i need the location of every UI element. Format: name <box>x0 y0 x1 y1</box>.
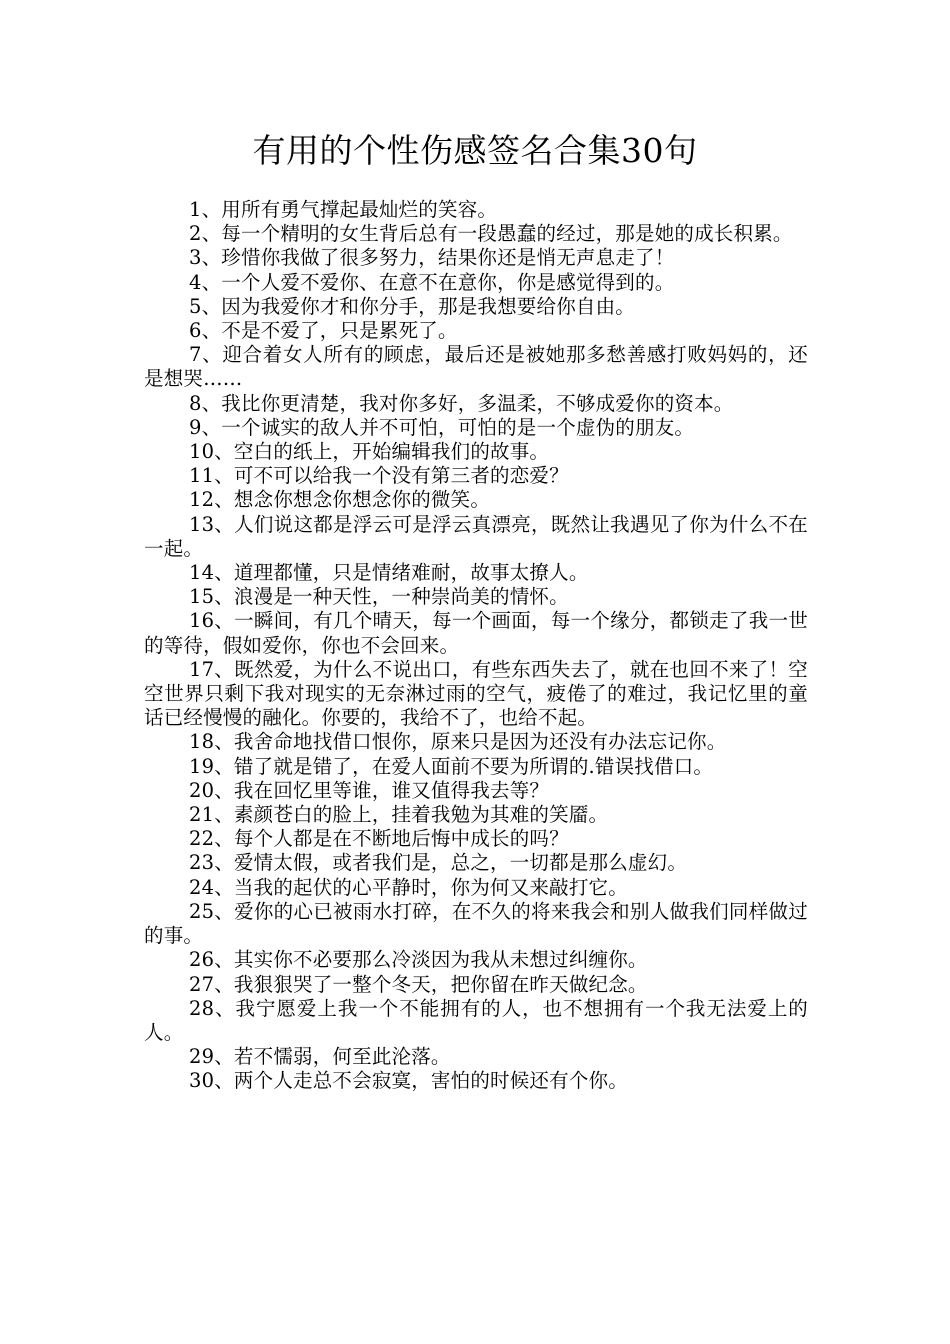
list-item: 25、爱你的心已被雨水打碎，在不久的将来我会和别人做我们同样做过的事。 <box>144 899 808 948</box>
list-item: 22、每个人都是在不断地后悔中成长的吗？ <box>189 827 569 851</box>
list-item: 29、若不懦弱，何至此沦落。 <box>189 1045 451 1069</box>
list-item: 17、既然爱，为什么不说出口，有些东西失去了，就在也回不来了！空空世界只剩下我对现实的无奈淋过雨的空气，疲倦了的难过，我记忆里的童话已经慢慢的融化。你要的，我给不了，也给不起。 <box>144 657 808 730</box>
list-item: 28、我宁愿爱上我一个不能拥有的人，也不想拥有一个我无法爱上的人。 <box>144 996 808 1044</box>
list-item: 19、错了就是错了，在爱人面前不要为所谓的.错误找借口。 <box>189 754 714 778</box>
list-item: 27、我狠狠哭了一整个冬天，把你留在昨天做纪念。 <box>189 972 648 996</box>
list-item: 13、人们说这都是浮云可是浮云真漂亮，既然让我遇见了你为什么不在一起。 <box>144 512 808 560</box>
list-item: 4、一个人爱不爱你、在意不在意你，你是感觉得到的。 <box>189 270 675 294</box>
document-title: 有用的个性伤感签名合集30句 <box>252 131 698 170</box>
list-item: 1、用所有勇气撑起最灿烂的笑容。 <box>189 198 498 221</box>
list-item: 11、可不可以给我一个没有第三者的恋爱？ <box>189 464 569 488</box>
list-item: 24、当我的起伏的心平静时，你为何又来敲打它。 <box>189 875 628 899</box>
list-item: 7、迎合着女人所有的顾虑，最后还是被她那多愁善感打败妈妈的，还是想哭…… <box>144 343 808 391</box>
list-item: 21、素颜苍白的脸上，挂着我勉为其难的笑靥。 <box>189 803 609 827</box>
list-item: 30、两个人走总不会寂寞，害怕的时候还有个你。 <box>189 1069 628 1093</box>
list-item: 16、一瞬间，有几个晴天，每一个画面，每一个缘分，都锁走了我一世的等待，假如爱你，你也不会回来。 <box>144 609 808 657</box>
list-item: 18、我舍命地找借口恨你，原来只是因为还没有办法忘记你。 <box>189 730 727 754</box>
list-item: 6、不是不爱了，只是累死了。 <box>189 319 458 343</box>
list-item: 15、浪漫是一种天性，一种崇尚美的情怀。 <box>189 585 569 609</box>
list-item: 8、我比你更清楚，我对你多好，多温柔，不够成爱你的资本。 <box>189 391 734 415</box>
list-item: 26、其实你不必要那么冷淡因为我从未想过纠缠你。 <box>189 948 648 972</box>
list-item: 5、因为我爱你才和你分手，那是我想要给你自由。 <box>189 294 636 318</box>
list-item: 3、珍惜你我做了很多努力，结果你还是悄无声息走了！ <box>189 246 675 270</box>
list-item: 14、道理都懂，只是情绪难耐，故事太撩人。 <box>189 561 589 585</box>
list-item: 20、我在回忆里等谁，谁又值得我去等？ <box>189 778 550 802</box>
list-item: 23、爱情太假，或者我们是，总之，一切都是那么虚幻。 <box>189 851 688 875</box>
list-item: 9、一个诚实的敌人并不可怕，可怕的是一个虚伪的朋友。 <box>189 415 695 439</box>
list-item: 10、空白的纸上，开始编辑我们的故事。 <box>189 440 550 464</box>
list-item: 12、想念你想念你想念你的微笑。 <box>189 488 491 512</box>
list-item: 2、每一个精明的女生背后总有一段愚蠢的经过，那是她的成长积累。 <box>189 222 793 246</box>
signature-list <box>144 198 808 1094</box>
